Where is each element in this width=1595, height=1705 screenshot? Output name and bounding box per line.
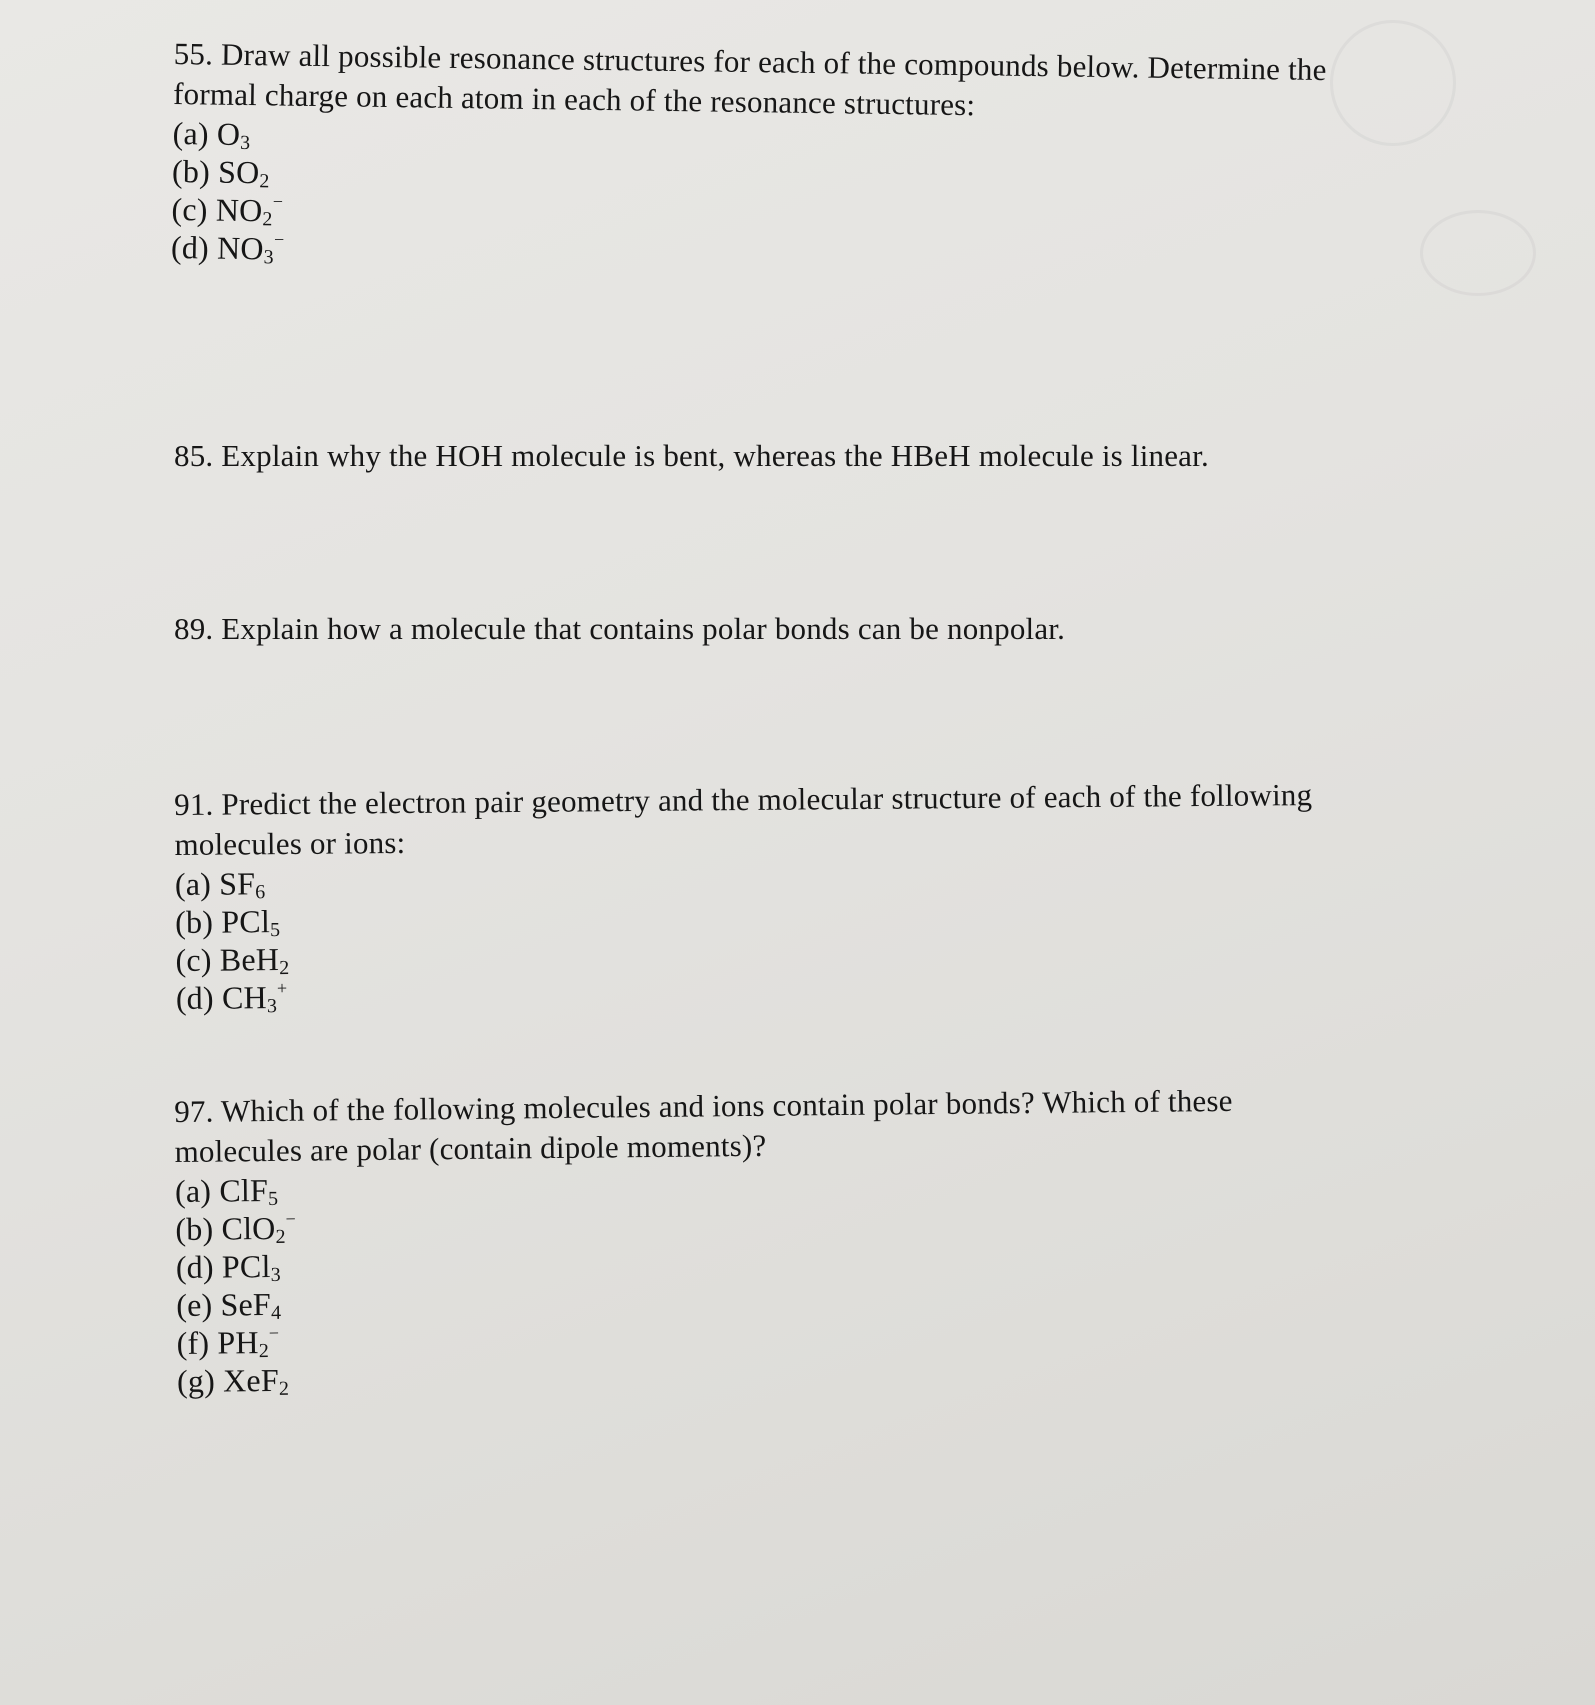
option-item: (c) $NO_2^-$ [171, 190, 284, 231]
option-item: (b) PCl$_5$ [175, 903, 281, 942]
option-item: (a) $O_3$ [172, 114, 251, 155]
question-97-stem: 97. Which of the following molecules and ions contain polar bonds? Which of these molecules are polar (contain dipole moments)? [174, 1082, 1233, 1169]
option-item: (a) ClF$_5$ [174, 1172, 279, 1211]
question-89 [174, 609, 1274, 649]
question-55-options [171, 114, 1393, 283]
bleed-through-circle [1420, 210, 1536, 296]
question-89-stem: 89. Explain how a molecule that contains polar bonds can be nonpolar. [174, 611, 1066, 646]
question-97-options [175, 1160, 1357, 1400]
question-91-stem: 91. Predict the electron pair geometry and the molecular structure of each of the following molecules or ions: [174, 777, 1313, 862]
question-97 [174, 1080, 1357, 1400]
option-item: (f) $PH_2^-$ [176, 1322, 280, 1363]
option-item: (a) $SF_6$ [174, 865, 266, 904]
question-85 [174, 436, 1274, 476]
question-55-stem: 55. Draw all possible resonance structures for each of the compounds below. Determine the formal charge on each atom in each of the resonance structures: [172, 35, 1327, 123]
option-item: (d) $NO_3^-$ [170, 228, 285, 269]
option-item: (e) SeF$_4$ [176, 1285, 282, 1324]
option-item: (d) PCl$_3$ [175, 1247, 281, 1286]
question-91 [174, 774, 1396, 1017]
option-item: (g) XeF$_2$ [176, 1361, 290, 1400]
question-55 [171, 34, 1394, 283]
option-item: (b) $SO_2$ [171, 152, 270, 193]
option-item: (c) BeH$_2$ [175, 941, 290, 980]
option-item: (b) ClO$_2$− [175, 1208, 297, 1248]
question-85-stem: 85. Explain why the HOH molecule is bent, whereas the HBeH molecule is linear. [174, 438, 1209, 473]
question-91-options [175, 854, 1396, 1017]
option-item: (d) $CH_3^+$ [175, 978, 288, 1018]
